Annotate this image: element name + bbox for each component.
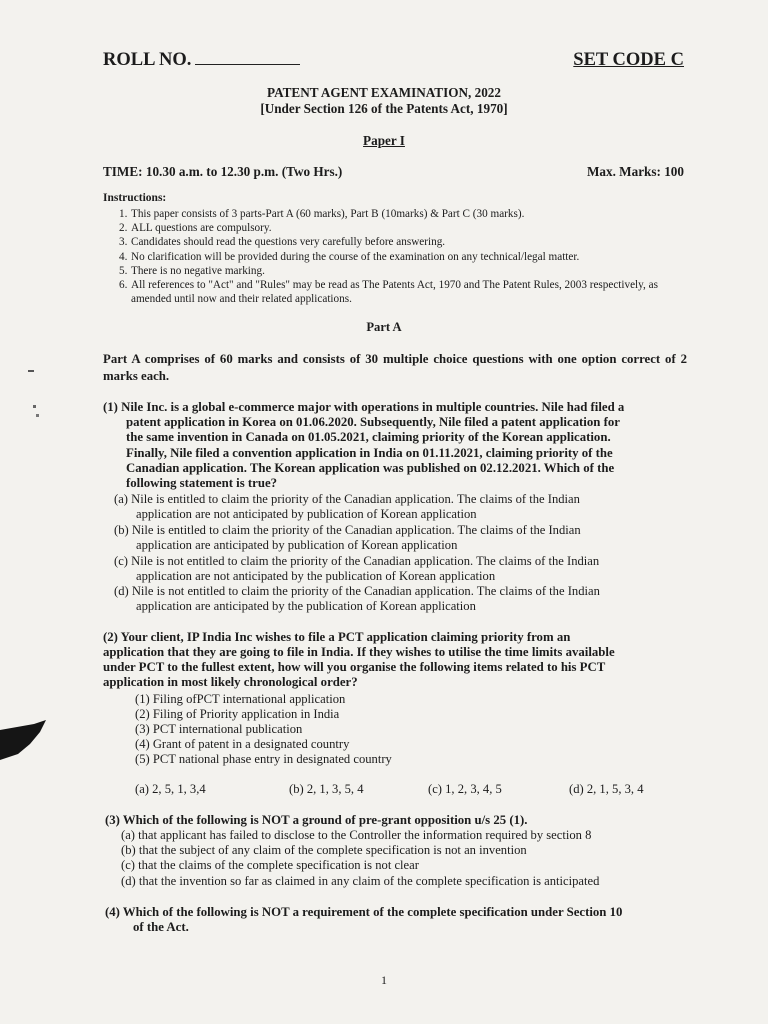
q1-option-a: (a) Nile is entitled to claim the priority of the Canadian application. The claims of the Indian [114,492,580,506]
q1-line: patent application in Korea on 01.06.2020. Subsequently, Nile filed a patent application for [126,415,620,429]
q1-line: (1) Nile Inc. is a global e-commerce major with operations in multiple countries. Nile had filed a [103,400,625,414]
instructions-heading: Instructions: [103,192,167,204]
q1-option-c-cont: application are not anticipated by the publication of Korean application [136,569,496,583]
q2-choice-b: (b) 2, 1, 3, 5, 4 [289,782,364,796]
q2-item: (4) Grant of patent in a designated country [135,737,350,751]
q1-line: following statement is true? [126,476,278,490]
q1-option-b-cont: application are anticipated by publication of Korean application [136,538,458,552]
exam-subtitle: [Under Section 126 of the Patents Act, 1970] [260,101,508,116]
q2-line: application that they are going to file in India. If they wishes to utilise the time limits available [103,645,615,659]
paper-title: Paper I [363,133,405,148]
instruction-item: 5. There is no negative marking. [119,264,265,277]
q2-item: (5) PCT national phase entry in designated country [135,752,392,766]
q3-question: (3) Which of the following is NOT a ground of pre-grant opposition u/s 25 (1). [105,813,528,827]
set-code: SET CODE C [573,50,684,70]
q3-option-d: (d) that the invention so far as claimed in any claim of the complete specification is anticipated [121,874,600,888]
q3-option-a: (a) that applicant has failed to disclose to the Controller the information required by section 8 [121,828,592,842]
q2-choice-c: (c) 1, 2, 3, 4, 5 [428,782,502,796]
q2-item: (3) PCT international publication [135,722,303,736]
scan-mark [28,370,34,372]
roll-number-field [103,50,300,71]
q1-option-a-cont: application are not anticipated by publication of Korean application [136,507,477,521]
q1-option-d: (d) Nile is not entitled to claim the priority of the Canadian application. The claims of the Indian [114,584,600,598]
q2-choice-a: (a) 2, 5, 1, 3,4 [135,782,206,796]
q1-option-b: (b) Nile is entitled to claim the priority of the Canadian application. The claims of the Indian [114,523,581,537]
q1-option-d-cont: application are anticipated by the publication of Korean application [136,599,476,613]
part-a-heading: Part A [366,320,402,334]
page-number: 1 [381,973,387,987]
q3-option-c: (c) that the claims of the complete specification is not clear [121,858,419,872]
q4-question: (4) Which of the following is NOT a requirement of the complete specification under Section 10 [105,905,623,919]
roll-number-blank [195,50,300,65]
q2-choice-d: (d) 2, 1, 5, 3, 4 [569,782,644,796]
max-marks: Max. Marks: 100 [586,164,684,179]
instruction-item: 6. All references to "Act" and "Rules" may be read as The Patents Act, 1970 and The Patent Rules, 2003 respectively, as amended until now and their related applications. [119,279,658,306]
part-a-intro: Part A comprises of 60 marks and consists of 30 multiple choice questions with one option correct of 2 marks each. [103,352,687,383]
q2-line: under PCT to the fullest extent, how will you organise the following items related to his PCT [103,660,606,674]
q2-line: (2) Your client, IP India Inc wishes to file a PCT application claiming priority from an [103,630,571,644]
exam-title: PATENT AGENT EXAMINATION, 2022 [267,85,501,100]
roll-number-label: ROLL NO. [103,50,192,70]
instruction-item: 1. This paper consists of 3 parts-Part A (60 marks), Part B (10marks) & Part C (30 marks). [119,208,525,220]
q1-option-c: (c) Nile is not entitled to claim the priority of the Canadian application. The claims of the Indian [114,554,600,568]
instruction-item: 2. ALL questions are compulsory. [119,222,272,235]
scan-mark [36,414,39,417]
exam-time: TIME: 10.30 a.m. to 12.30 p.m. (Two Hrs.) [103,164,343,179]
q2-item: (1) Filing ofPCT international application [135,692,346,706]
q1-line: the same invention in Canada on 01.05.2021, claiming priority of the Korean application. [126,430,611,444]
instructions-list [119,207,709,306]
instruction-item: 3. Candidates should read the questions very carefully before answering. [119,236,446,249]
instruction-item: 4. No clarification will be provided during the course of the examination on any technical/legal matter. [119,250,580,263]
q1-line: Canadian application. The Korean application was published on 02.12.2021. Which of the [126,461,615,475]
q2-item: (2) Filing of Priority application in India [135,707,340,721]
q3-option-b: (b) that the subject of any claim of the complete specification is not an invention [121,843,527,857]
scan-mark [33,405,36,408]
q1-line: Finally, Nile filed a convention application in India on 01.11.2021, claiming priority of the [126,446,613,460]
q4-question-cont: of the Act. [133,920,189,934]
scan-blot [0,716,50,776]
q2-line: application in most likely chronological order? [103,675,358,689]
